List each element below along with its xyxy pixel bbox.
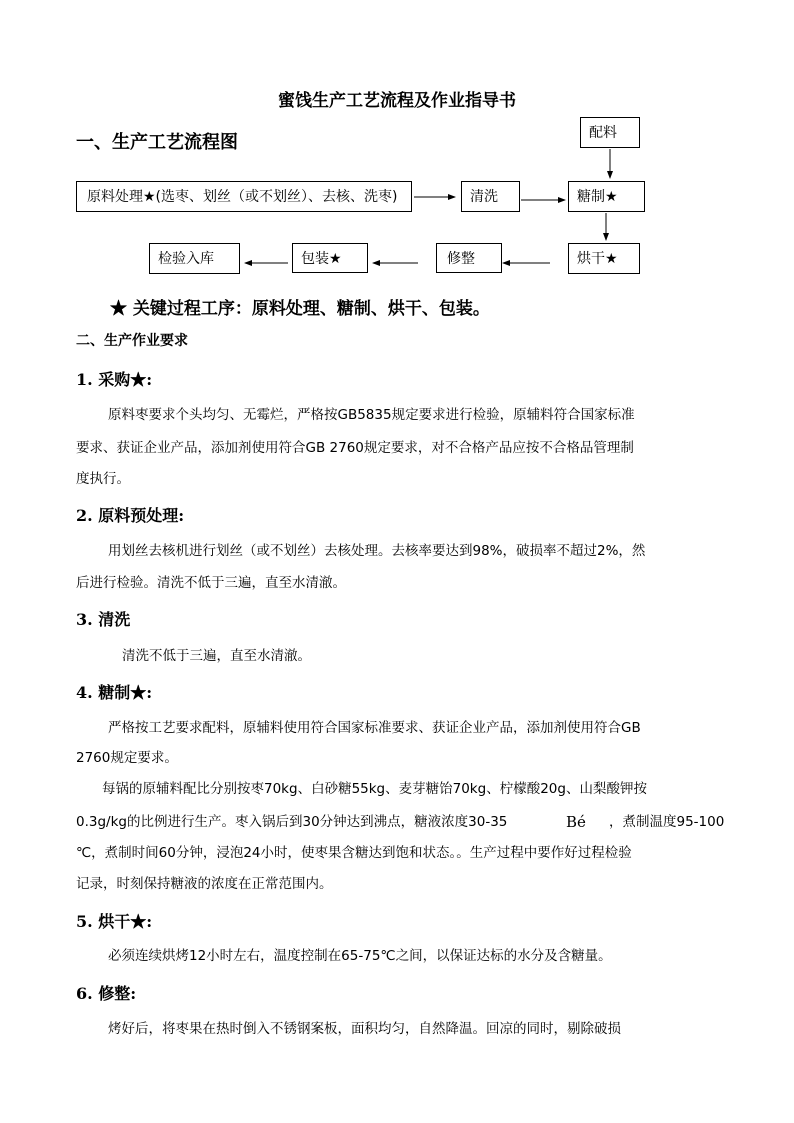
flowchart-arrows — [0, 0, 794, 300]
flow-box-peiliao: 配料 — [580, 117, 640, 148]
item-3-line-1: 清洗不低于三遍，直至水清澈。 — [122, 648, 311, 664]
key-process-note: ★ 关键过程工序：原料处理、糖制、烘干、包装。 — [110, 299, 490, 319]
item-4-line-5: ℃，煮制时间60分钟，浸泡24小时，使枣果含糖达到饱和状态。。生产过程中要作好过程检验 — [76, 845, 632, 861]
item-4-line-3: 每锅的原辅料配比分别按枣70kg、白砂糖55kg、麦芽糖饴70kg、柠檬酸20g、山梨酸钾按 — [102, 781, 647, 797]
item-1-line-3: 度执行。 — [76, 471, 130, 487]
flow-box-sugaring: 糖制★ — [568, 181, 645, 212]
item-1-line-2: 要求、获证企业产品，添加剂使用符合GB 2760规定要求，对不合格产品应按不合格品管理制 — [76, 440, 634, 456]
flow-box-trimming: 修整 — [436, 243, 502, 273]
section-2-heading: 二、生产作业要求 — [76, 333, 188, 349]
item-4-line-2: 2760规定要求。 — [76, 750, 178, 766]
item-2-line-1: 用划丝去核机进行划丝（或不划丝）去核处理。去核率要达到98%，破损率不超过2%，然 — [108, 543, 646, 559]
item-2-heading: 2. 原料预处理: — [76, 506, 185, 525]
item-6-line-1: 烤好后，将枣果在热时倒入不锈钢案板，面积均匀，自然降温。回凉的同时，剔除破损 — [108, 1021, 621, 1037]
item-5-line-1: 必须连续烘烤12小时左右，温度控制在65-75℃之间，以保证达标的水分及含糖量。 — [108, 948, 612, 964]
section-1-heading: 一、生产工艺流程图 — [76, 132, 238, 153]
item-4-line-6: 记录，时刻保持糖液的浓度在正常范围内。 — [76, 876, 333, 892]
item-1-heading: 1. 采购★: — [76, 370, 153, 389]
flow-box-raw-processing: 原料处理★(选枣、划丝（或不划丝）、去核、洗枣) — [76, 181, 412, 212]
baume-unit: Bé — [566, 813, 586, 831]
item-4-line-1: 严格按工艺要求配料，原辅料使用符合国家标准要求、获证企业产品，添加剂使用符合GB — [108, 720, 641, 736]
flow-box-drying: 烘干★ — [568, 243, 640, 274]
item-2-line-2: 后进行检验。清洗不低于三遍，直至水清澈。 — [76, 575, 346, 591]
item-6-heading: 6. 修整: — [76, 984, 137, 1003]
item-4-heading: 4. 糖制★: — [76, 683, 153, 702]
item-5-heading: 5. 烘干★: — [76, 912, 153, 931]
flow-box-wash: 清洗 — [461, 181, 520, 212]
item-4-line-4a: 0.3g/kg的比例进行生产。枣入锅后到30分钟达到沸点，糖液浓度30-35 — [76, 814, 508, 830]
page-title: 蜜饯生产工艺流程及作业指导书 — [278, 91, 516, 111]
item-3-heading: 3. 清洗 — [76, 610, 131, 629]
flow-box-inspection: 检验入库 — [149, 243, 240, 274]
item-4-line-4b: ，煮制温度95-100 — [609, 814, 725, 830]
item-1-line-1: 原料枣要求个头均匀、无霉烂，严格按GB5835规定要求进行检验，原辅料符合国家标准 — [108, 407, 635, 423]
flow-box-packing: 包装★ — [292, 243, 368, 273]
